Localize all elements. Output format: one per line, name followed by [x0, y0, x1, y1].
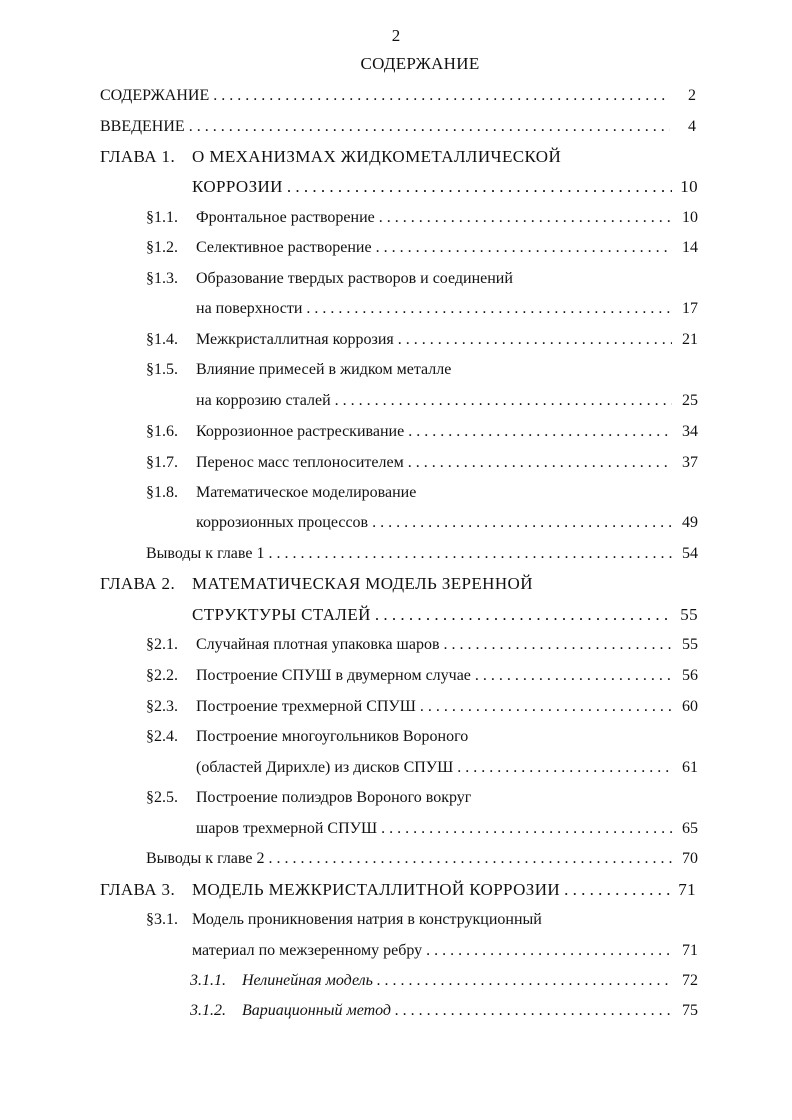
toc-entry[interactable]: [146, 356, 698, 384]
toc-entry[interactable]: [146, 418, 698, 446]
toc-entry-number: §2.3.: [146, 698, 178, 715]
toc-entry-text: Модель проникновения натрия в конструкционный: [192, 911, 542, 928]
leader-dots: [375, 601, 672, 629]
toc-entry-text: Выводы к главе 1: [146, 545, 265, 562]
toc-entry-continuation[interactable]: [192, 937, 698, 965]
toc-entry-page: 14: [682, 239, 698, 256]
toc-entry-text: материал по межзеренному ребру: [192, 942, 423, 959]
toc-entry[interactable]: [100, 113, 696, 141]
toc-entry-text: Случайная плотная упаковка шаров: [196, 636, 440, 653]
toc-entry-number: §1.4.: [146, 331, 178, 348]
toc-entry-number: §3.1.: [146, 911, 178, 928]
toc-chapter[interactable]: [100, 876, 696, 904]
toc-entry-page: 10: [682, 209, 698, 226]
toc-entry-text: Влияние примесей в жидком металле: [196, 361, 452, 378]
toc-entry-page: 10: [680, 177, 698, 196]
toc-entry-text: на поверхности: [196, 300, 303, 317]
leader-dots: [398, 326, 672, 354]
leader-dots: [335, 387, 672, 415]
toc-entry-text: Построение многоугольников Вороного: [196, 728, 469, 745]
toc-entry-number: 3.1.1.: [190, 972, 226, 989]
toc-entry-text: на коррозию сталей: [196, 392, 331, 409]
page-title: СОДЕРЖАНИЕ: [360, 54, 480, 73]
toc-entry-text: Межкристаллитная коррозия: [196, 331, 394, 348]
toc-entry-number: §2.5.: [146, 789, 178, 806]
toc-entry-number: 3.1.2.: [190, 1002, 226, 1019]
toc-entry-text: Построение трехмерной СПУШ: [196, 698, 416, 715]
toc-entry-text: Перенос масс теплоносителем: [196, 454, 404, 471]
toc-entry-page: 4: [688, 118, 696, 135]
leader-dots: [268, 540, 672, 568]
toc-entry-number: §2.1.: [146, 636, 178, 653]
toc-entry[interactable]: [146, 540, 698, 568]
toc-entry[interactable]: [146, 906, 698, 934]
toc-entry-text: Фронтальное растворение: [196, 209, 375, 226]
toc-entry[interactable]: [146, 326, 698, 354]
leader-dots: [564, 876, 670, 904]
leader-dots: [376, 234, 672, 262]
toc-entry-text: шаров трехмерной СПУШ: [196, 820, 378, 837]
toc-entry-number: §1.6.: [146, 423, 178, 440]
toc-entry[interactable]: [146, 631, 698, 659]
toc-entry[interactable]: [146, 449, 698, 477]
toc-entry-text: коррозионных процессов: [196, 514, 369, 531]
leader-dots: [408, 449, 672, 477]
toc-entry-page: 49: [682, 514, 698, 531]
toc-entry-page: 61: [682, 759, 698, 776]
toc-entry-text: О МЕХАНИЗМАХ ЖИДКОМЕТАЛЛИЧЕСКОЙ: [192, 147, 562, 166]
toc-entry-text: (областей Дирихле) из дисков СПУШ: [196, 759, 454, 776]
toc-entry-page: 34: [682, 423, 698, 440]
toc-entry-text: Математическое моделирование: [196, 484, 417, 501]
toc-entry-text: Построение полиэдров Вороного вокруг: [196, 789, 472, 806]
toc-entry-text: МАТЕМАТИЧЕСКАЯ МОДЕЛЬ ЗЕРЕННОЙ: [192, 574, 533, 593]
toc-entry-text: Построение СПУШ в двумерном случае: [196, 667, 471, 684]
toc-entry-text: КОРРОЗИИ: [192, 177, 283, 196]
toc-entry-continuation[interactable]: [196, 295, 698, 323]
toc-entry-text: МОДЕЛЬ МЕЖКРИСТАЛЛИТНОЙ КОРРОЗИИ: [192, 880, 561, 899]
toc-entry-page: 60: [682, 698, 698, 715]
toc-entry-continuation[interactable]: [196, 509, 698, 537]
toc-entry-continuation[interactable]: [196, 754, 698, 782]
toc-entry-number: §1.2.: [146, 239, 178, 256]
toc-entry-page: 71: [682, 942, 698, 959]
toc-entry-text: Выводы к главе 2: [146, 850, 265, 867]
page-number: 2: [391, 26, 401, 45]
toc-entry-text: Нелинейная модель: [242, 972, 373, 989]
toc-entry-number: §1.7.: [146, 454, 178, 471]
toc-entry-page: 25: [682, 392, 698, 409]
toc-entry-page: 37: [682, 454, 698, 471]
leader-dots: [381, 815, 672, 843]
leader-dots: [268, 845, 672, 873]
toc-entry-continuation[interactable]: [196, 387, 698, 415]
toc-entry-number: §1.3.: [146, 270, 178, 287]
toc-entry-number: §1.5.: [146, 361, 178, 378]
leader-dots: [287, 173, 672, 201]
toc-entry-page: 71: [678, 880, 696, 899]
toc-chapter[interactable]: [100, 143, 696, 171]
toc-entry[interactable]: [100, 82, 696, 110]
toc-entry-continuation[interactable]: [192, 601, 698, 629]
leader-dots: [377, 967, 672, 995]
toc-entry-page: 17: [682, 300, 698, 317]
leader-dots: [420, 693, 672, 721]
toc-entry-text: Вариационный метод: [242, 1002, 392, 1019]
leader-dots: [444, 631, 672, 659]
leader-dots: [189, 113, 670, 141]
toc-entry-text: Образование твердых растворов и соединений: [196, 270, 513, 287]
leader-dots: [395, 997, 672, 1025]
toc-entry-text: ВВЕДЕНИЕ: [100, 118, 185, 135]
toc-subsection[interactable]: [190, 997, 698, 1025]
toc-entry[interactable]: [146, 479, 698, 507]
toc-entry[interactable]: [146, 693, 698, 721]
toc-entry-number: ГЛАВА 2.: [100, 574, 176, 593]
leader-dots: [475, 662, 672, 690]
toc-entry[interactable]: [146, 265, 698, 293]
toc-entry-number: §2.2.: [146, 667, 178, 684]
toc-entry[interactable]: [146, 845, 698, 873]
toc-entry-page: 56: [682, 667, 698, 684]
toc-entry-page: 55: [682, 636, 698, 653]
leader-dots: [372, 509, 672, 537]
leader-dots: [213, 82, 670, 110]
toc-entry-page: 65: [682, 820, 698, 837]
toc-entry-page: 55: [680, 605, 698, 624]
toc-entry-number: §1.1.: [146, 209, 178, 226]
toc-entry[interactable]: [146, 234, 698, 262]
toc-entry-continuation[interactable]: [192, 173, 698, 201]
toc-entry-page: 2: [688, 87, 696, 104]
leader-dots: [408, 418, 672, 446]
toc-entry-page: 70: [682, 850, 698, 867]
toc-entry-page: 75: [682, 1002, 698, 1019]
toc-chapter[interactable]: [100, 570, 696, 598]
toc-entry[interactable]: [146, 204, 698, 232]
toc-entry[interactable]: [146, 784, 698, 812]
toc-entry-text: СОДЕРЖАНИЕ: [100, 87, 210, 104]
toc-entry[interactable]: [146, 723, 698, 751]
leader-dots: [426, 937, 672, 965]
leader-dots: [457, 754, 672, 782]
toc-entry-page: 72: [682, 972, 698, 989]
toc-entry-number: ГЛАВА 1.: [100, 147, 176, 166]
leader-dots: [306, 295, 672, 323]
toc-entry[interactable]: [146, 662, 698, 690]
leader-dots: [379, 204, 672, 232]
toc-entry-number: §1.8.: [146, 484, 178, 501]
toc-entry-text: Коррозионное растрескивание: [196, 423, 405, 440]
toc-entry-number: ГЛАВА 3.: [100, 880, 176, 899]
toc-entry-page: 21: [682, 331, 698, 348]
toc-subsection[interactable]: [190, 967, 698, 995]
toc-entry-page: 54: [682, 545, 698, 562]
toc-entry-number: §2.4.: [146, 728, 178, 745]
toc-entry-continuation[interactable]: [196, 815, 698, 843]
toc-entry-text: СТРУКТУРЫ СТАЛЕЙ: [192, 605, 371, 624]
toc-entry-text: Селективное растворение: [196, 239, 372, 256]
